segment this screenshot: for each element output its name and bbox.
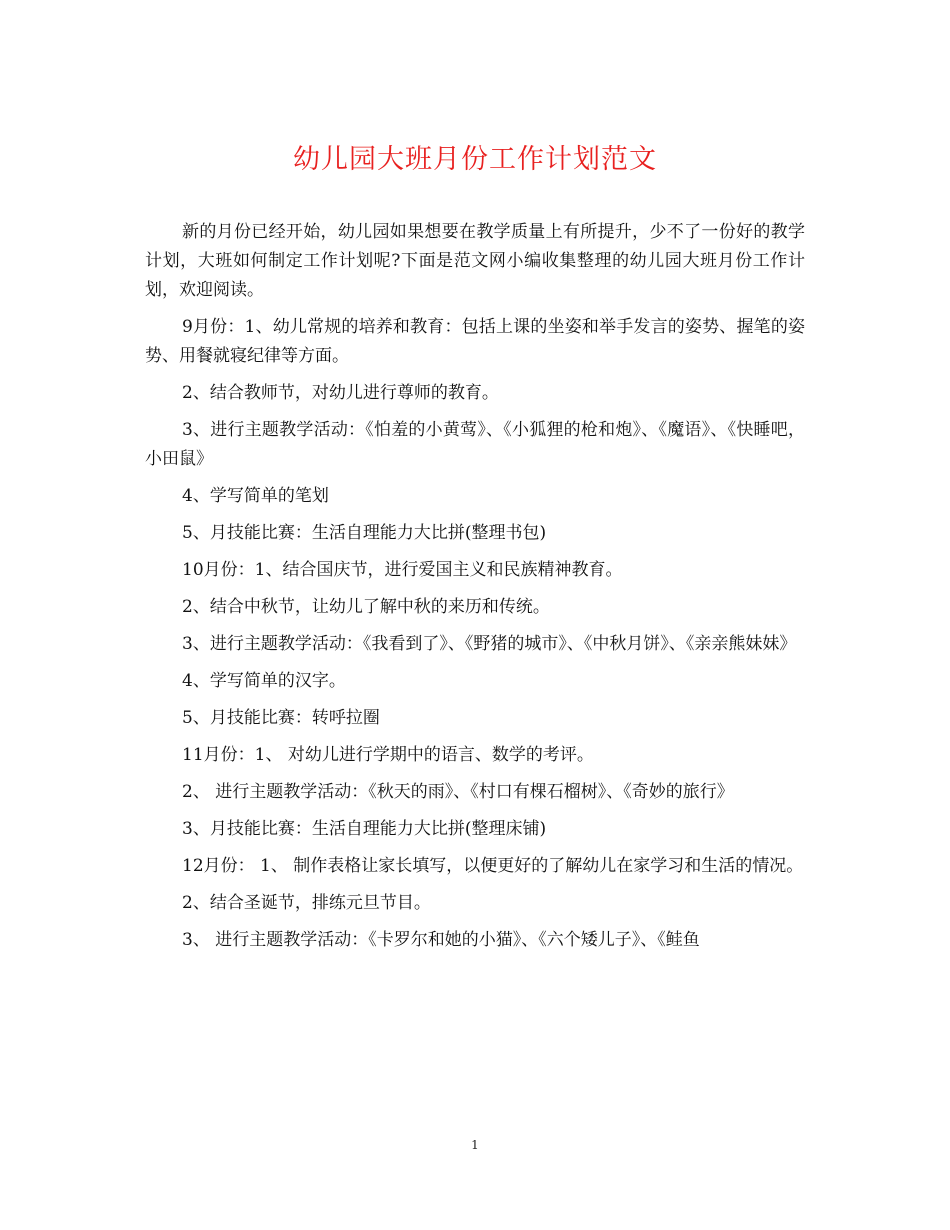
paragraph-december-3: 3、 进行主题教学活动：《卡罗尔和她的小猫》、《六个矮儿子》、《鲑鱼 xyxy=(182,930,700,950)
paragraph-november-1: 11月份：1、 对幼儿进行学期中的语言、数学的考评。 xyxy=(182,745,594,765)
paragraph-december-1: 12月份： 1、 制作表格让家长填写，以便更好的了解幼儿在家学习和生活的情况。 xyxy=(182,856,804,876)
paragraph-september-1: 9月份：1、幼儿常规的培养和教育：包括上课的坐姿和举手发言的姿势、握笔的姿势、用餐就寝纪律等方面。 xyxy=(145,317,805,366)
document-body xyxy=(145,218,805,963)
page-number: 1 xyxy=(471,1138,479,1152)
paragraph-october-5: 5、月技能比赛：转呼拉圈 xyxy=(182,708,380,728)
paragraph-december-2: 2、结合圣诞节，排练元旦节目。 xyxy=(182,893,431,913)
paragraph-november-2: 2、 进行主题教学活动：《秋天的雨》、《村口有棵石榴树》、《奇妙的旅行》 xyxy=(182,782,734,802)
paragraph-october-3: 3、进行主题教学活动：《我看到了》、《野猪的城市》、《中秋月饼》、《亲亲熊妹妹》 xyxy=(182,634,797,654)
paragraph-september-5: 5、月技能比赛：生活自理能力大比拼(整理书包) xyxy=(182,523,547,543)
paragraph-november-3: 3、月技能比赛：生活自理能力大比拼(整理床铺) xyxy=(182,819,547,839)
paragraph-september-2: 2、结合教师节，对幼儿进行尊师的教育。 xyxy=(182,383,499,403)
document-title: 幼儿园大班月份工作计划范文 xyxy=(293,144,657,175)
paragraph-september-3: 3、进行主题教学活动：《怕羞的小黄莺》、《小狐狸的枪和炮》、《魔语》、《快睡吧，小田鼠》 xyxy=(145,420,805,469)
paragraph-october-2: 2、结合中秋节，让幼儿了解中秋的来历和传统。 xyxy=(182,597,550,617)
paragraph-september-4: 4、学写简单的笔划 xyxy=(182,486,329,506)
paragraph-october-4: 4、学写简单的汉字。 xyxy=(182,671,346,691)
paragraph-october-1: 10月份：1、结合国庆节，进行爱国主义和民族精神教育。 xyxy=(182,560,623,580)
paragraph-intro: 新的月份已经开始，幼儿园如果想要在教学质量上有所提升，少不了一份好的教学计划，大班如何制定工作计划呢?下面是范文网小编收集整理的幼儿园大班月份工作计划，欢迎阅读。 xyxy=(145,222,805,300)
